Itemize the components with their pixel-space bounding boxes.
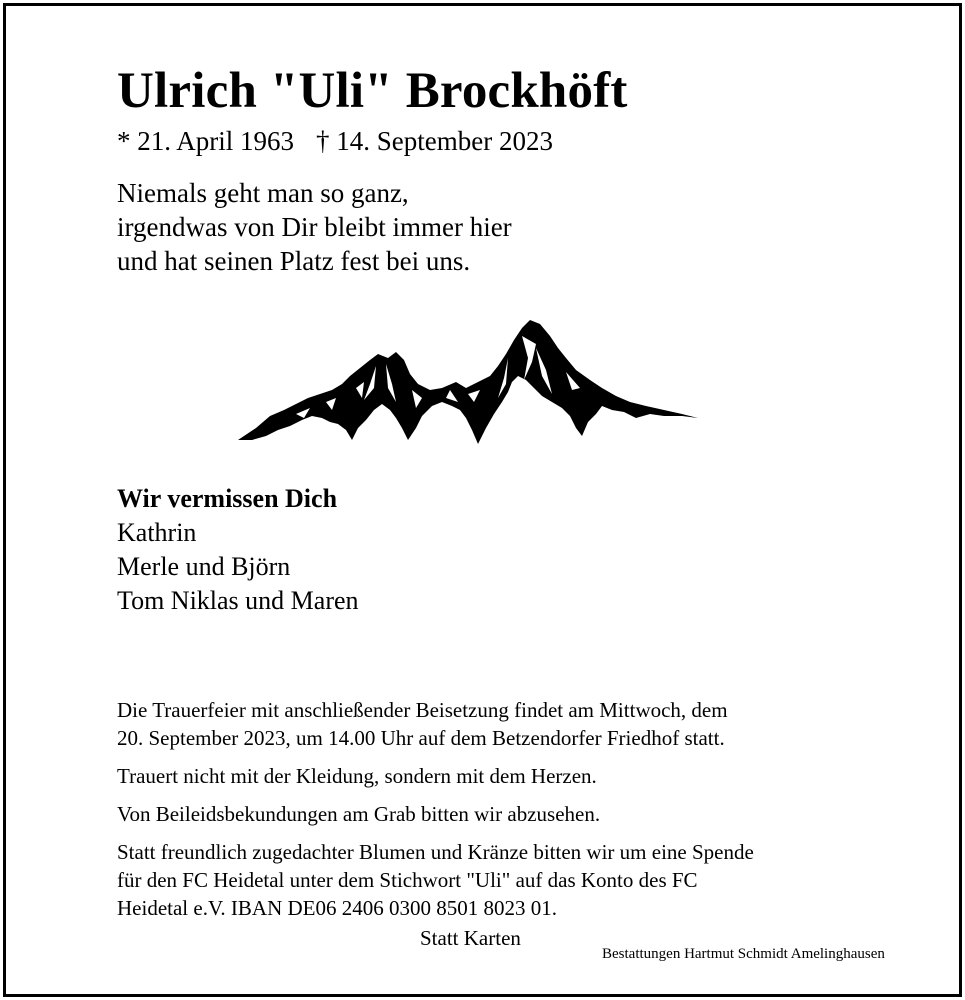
undertaker-credit: Bestattungen Hartmut Schmidt Amelinghausen bbox=[602, 946, 885, 962]
deceased-name: Ulrich "Uli" Brockhöft bbox=[117, 63, 628, 119]
ceremony-line: Die Trauerfeier mit anschließender Beisetzung findet am Mittwoch, dem bbox=[117, 698, 728, 722]
mountain-range-icon bbox=[236, 318, 700, 452]
statt-karten: Statt Karten bbox=[420, 926, 521, 950]
mourners-heading: Wir vermissen Dich bbox=[117, 484, 338, 513]
funeral-information bbox=[117, 686, 754, 932]
mourners-block bbox=[117, 482, 359, 618]
mourner-name: Tom Niklas und Maren bbox=[117, 586, 359, 615]
poem-line: Niemals geht man so ganz, bbox=[117, 178, 409, 208]
mourner-name: Kathrin bbox=[117, 518, 197, 547]
poem-line: irgendwas von Dir bleibt immer hier bbox=[117, 212, 512, 242]
life-dates bbox=[117, 126, 553, 157]
poem-line: und hat seinen Platz fest bei uns. bbox=[117, 246, 471, 276]
condolence-line: Von Beileidsbekundungen am Grab bitten wir abzusehen. bbox=[117, 802, 601, 826]
birth-date: * 21. April 1963 bbox=[117, 126, 295, 156]
clothing-line: Trauert nicht mit der Kleidung, sondern mit dem Herzen. bbox=[117, 764, 597, 788]
donation-line: Heidetal e.V. IBAN DE06 2406 0300 8501 8023 01. bbox=[117, 896, 557, 920]
mourner-name: Merle und Björn bbox=[117, 552, 291, 581]
death-date: † 14. September 2023 bbox=[316, 126, 553, 156]
donation-line: Statt freundlich zugedachter Blumen und Kränze bitten wir um eine Spende bbox=[117, 840, 754, 864]
poem bbox=[117, 176, 512, 278]
ceremony-line: 20. September 2023, um 14.00 Uhr auf dem Betzendorfer Friedhof statt. bbox=[117, 726, 725, 750]
donation-line: für den FC Heidetal unter dem Stichwort "Uli" auf das Konto des FC bbox=[117, 868, 698, 892]
